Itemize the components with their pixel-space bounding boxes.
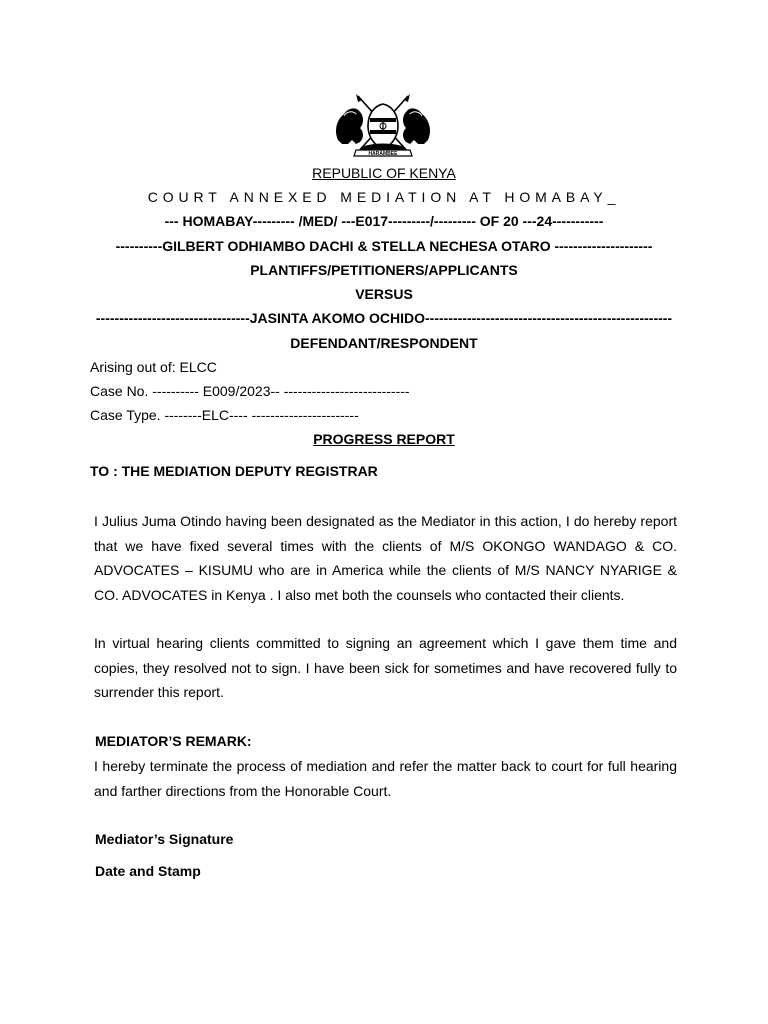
report-paragraph-2: In virtual hearing clients committed to signing an agreement which I gave them time and copies, they resolved not to sign. I have been sick for sometimes and have recovered fully to surrender this report. <box>94 635 677 700</box>
plaintiffs-role: PLANTIFFS/PETITIONERS/APPLICANTS <box>250 262 518 278</box>
case-reference: --- HOMABAY--------- /MED/ ---E017---------/--------- OF 20 ---24----------- <box>164 213 604 229</box>
case-number: Case No. ---------- E009/2023-- --------------------------- <box>90 383 410 399</box>
report-paragraph-1: I Julius Juma Otindo having been designated as the Mediator in this action, I do hereby report that we have fixed several times with the clients of M/S OKONGO WANDAGO & CO. ADVOCATES – KISUMU who are in America while the clients of M/S NANCY NYARIGE & CO. ADVOCATES in Kenya . I also met both the counsels who contacted their clients. <box>94 513 677 603</box>
kenya-coat-of-arms-emblem <box>330 94 436 158</box>
remark-text: I hereby terminate the process of mediation and refer the matter back to court for full hearing and farther directions from the Honorable Court. <box>94 758 677 799</box>
defendant-name: ---------------------------------JASINTA AKOMO OCHIDO----------------------------------------------------- <box>95 310 673 326</box>
case-type: Case Type. --------ELC---- ----------------------- <box>90 407 359 423</box>
arising-out-of: Arising out of: ELCC <box>90 359 217 375</box>
versus-label: VERSUS <box>355 286 413 302</box>
defendant-role: DEFENDANT/RESPONDENT <box>290 335 478 351</box>
date-stamp-label: Date and Stamp <box>95 863 201 879</box>
addressee: TO : THE MEDIATION DEPUTY REGISTRAR <box>90 463 378 479</box>
republic-title: REPUBLIC OF KENYA <box>312 165 456 181</box>
report-title: PROGRESS REPORT <box>313 431 455 447</box>
plaintiffs-names: ----------GILBERT ODHIAMBO DACHI & STELLA NECHESA OTARO --------------------- <box>115 238 653 254</box>
court-title: COURT ANNEXED MEDIATION AT HOMABAY_ <box>147 189 621 205</box>
signature-label: Mediator’s Signature <box>95 831 234 847</box>
remark-heading: MEDIATOR’S REMARK: <box>95 733 252 749</box>
emblem-motto: HARAMBEE <box>368 151 398 157</box>
